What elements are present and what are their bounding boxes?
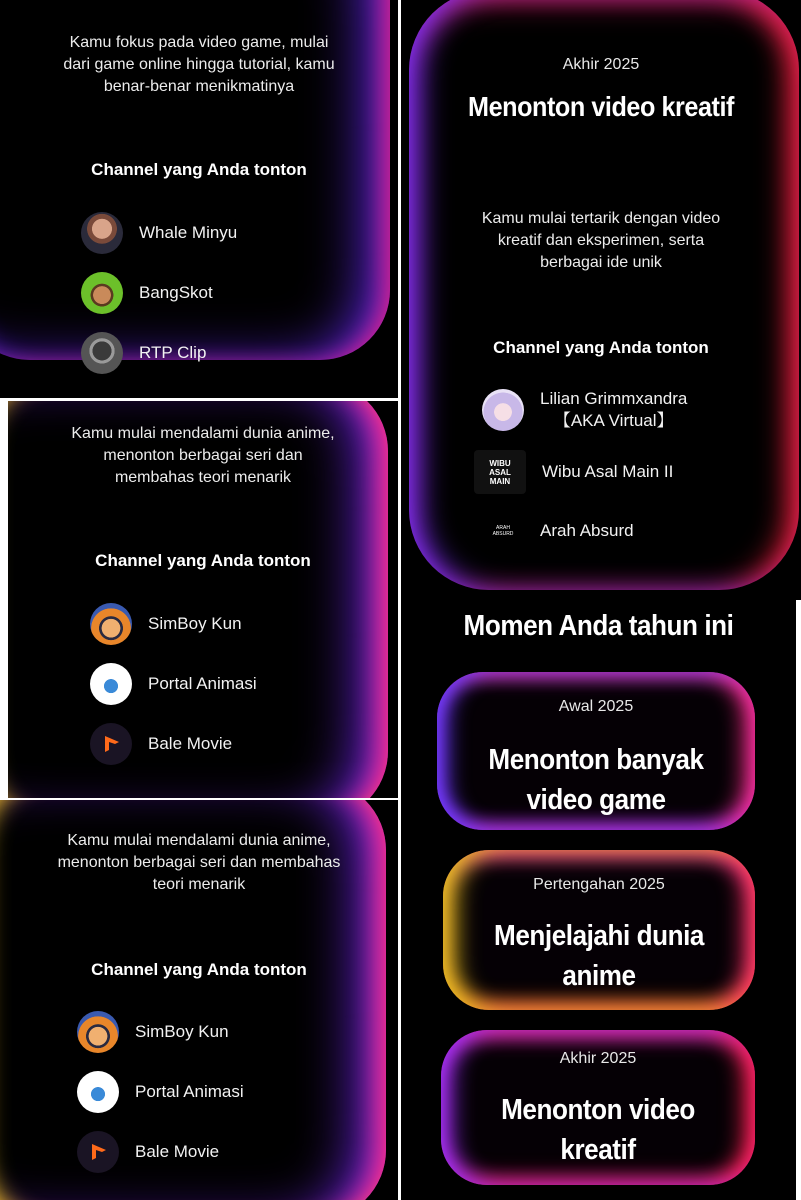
channel-name: RTP Clip xyxy=(139,343,207,362)
avatar-portal-animasi xyxy=(90,663,132,705)
channel-item[interactable] xyxy=(90,603,242,645)
avatar-bale-movie xyxy=(77,1131,119,1173)
channels-heading: Channel yang Anda tonton xyxy=(91,160,307,179)
moment-period: Awal 2025 xyxy=(558,698,634,715)
panel-moments xyxy=(401,600,796,1200)
panel-anime-repeat xyxy=(0,800,398,1200)
channel-name: BangSkot xyxy=(139,283,213,302)
avatar-simboy xyxy=(90,603,132,645)
category-title: Menonton video kreatif xyxy=(468,91,734,122)
channel-name: SimBoy Kun xyxy=(148,614,242,633)
channel-name: Bale Movie xyxy=(135,1142,220,1161)
channel-name: Wibu Asal Main II xyxy=(542,462,674,481)
panel-gaming xyxy=(0,0,398,398)
panel-creative xyxy=(401,0,801,600)
category-description: Kamu mulai mendalami dunia anime, menonton berbagai seri dan membahas teori menarik xyxy=(57,832,341,893)
channel-name: Lilian Grimmxandra 【AKA Virtual】 xyxy=(540,389,688,430)
channel-name: SimBoy Kun xyxy=(135,1022,229,1041)
arah-logo-text: ARAH ABSURD xyxy=(492,525,514,537)
moment-period: Pertengahan 2025 xyxy=(533,876,665,893)
panel-anime xyxy=(8,401,398,798)
channel-item[interactable] xyxy=(474,450,673,494)
channel-item[interactable] xyxy=(77,1071,244,1113)
channel-item[interactable] xyxy=(482,388,687,432)
moment-title: Menonton banyak video game xyxy=(488,744,704,816)
channel-name: Portal Animasi xyxy=(135,1082,244,1101)
wibu-logo-text: WIBU ASAL MAIN xyxy=(489,458,511,486)
channel-item[interactable] xyxy=(77,1011,229,1053)
channels-heading: Channel yang Anda tonton xyxy=(493,338,709,357)
channel-item[interactable] xyxy=(81,272,213,314)
play-icon xyxy=(87,1141,109,1163)
moment-title: Menonton video kreatif xyxy=(501,1094,695,1166)
channel-item[interactable] xyxy=(81,212,237,254)
period-label: Akhir 2025 xyxy=(562,56,640,73)
channel-item[interactable] xyxy=(77,1131,219,1173)
avatar-lilian xyxy=(482,389,524,431)
avatar-bangskot xyxy=(81,272,123,314)
avatar-whale-minyu xyxy=(81,212,123,254)
avatar-rtp-clip xyxy=(81,332,123,374)
channel-item[interactable] xyxy=(90,663,257,705)
category-description: Kamu mulai tertarik dengan video kreatif dan eksperimen, serta berbagai ide unik xyxy=(481,210,721,271)
channel-name: Portal Animasi xyxy=(148,674,257,693)
moment-card[interactable] xyxy=(441,1030,755,1185)
avatar-bale-movie xyxy=(90,723,132,765)
channel-name: Bale Movie xyxy=(148,734,233,753)
avatar-arah-absurd xyxy=(482,510,524,552)
channel-item[interactable] xyxy=(81,332,206,374)
avatar-portal-animasi xyxy=(77,1071,119,1113)
channels-heading: Channel yang Anda tonton xyxy=(95,551,311,570)
moment-card[interactable] xyxy=(443,850,755,1010)
channel-item[interactable] xyxy=(482,510,634,552)
channel-item[interactable] xyxy=(90,723,232,765)
category-description: Kamu mulai mendalami dunia anime, menonton berbagai seri dan membahas teori menarik xyxy=(71,425,335,486)
moment-title: Menjelajahi dunia anime xyxy=(494,920,704,992)
avatar-wibu-asal-main xyxy=(474,450,526,494)
moment-card[interactable] xyxy=(437,672,755,830)
play-icon xyxy=(100,733,122,755)
moments-title: Momen Anda tahun ini xyxy=(463,610,734,642)
channels-heading: Channel yang Anda tonton xyxy=(91,960,307,979)
channel-name: Whale Minyu xyxy=(139,223,238,242)
avatar-simboy xyxy=(77,1011,119,1053)
channel-name: Arah Absurd xyxy=(540,521,634,540)
category-description: Kamu fokus pada video game, mulai dari game online hingga tutorial, kamu benar-benar menikmatinya xyxy=(63,34,335,95)
moment-period: Akhir 2025 xyxy=(559,1050,637,1067)
